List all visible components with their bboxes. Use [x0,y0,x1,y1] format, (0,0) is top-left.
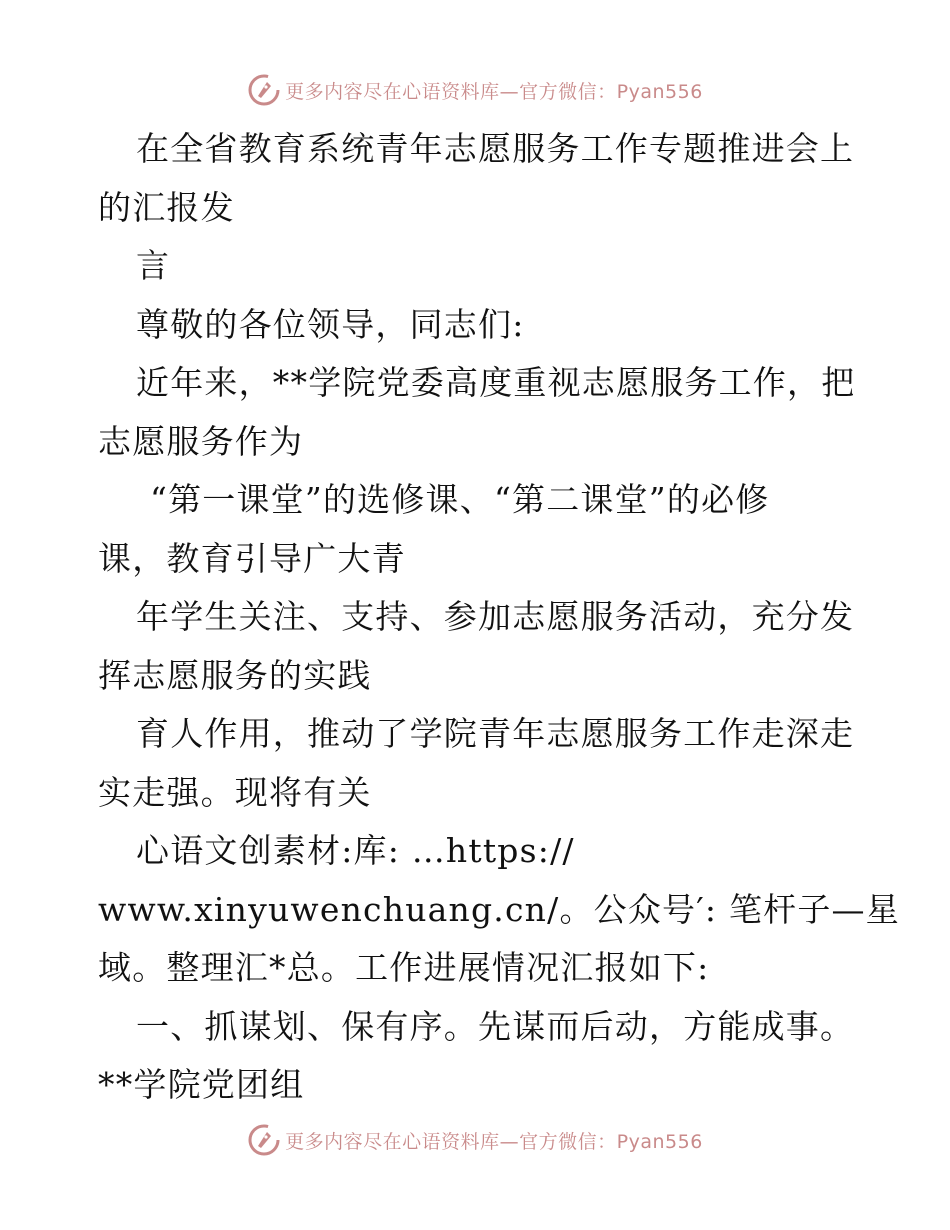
paragraph-line: 育人作用，推动了学院青年志愿服务工作走深走 [136,714,855,753]
title-line-1: 在全省教育系统青年志愿服务工作专题推进会上 [136,129,855,168]
paragraph-line: **学院党团组 [98,1065,305,1104]
title-line-3: 言 [136,246,171,285]
title-line-2: 的汇报发 [98,187,235,227]
header-banner [0,70,950,110]
header-banner-text: 更多内容尽在心语资料库—官方微信：Pyan556 [285,80,703,103]
pen-nib-logo-icon [247,73,281,107]
paragraph-line: 实走强。现将有关 [98,772,372,812]
section-heading-line: 一、抓谋划、保有序。先谋而后动，方能成事。 [136,1006,855,1046]
paragraph-line: 域。整理汇*总。工作进展情况汇报如下: [98,948,710,987]
document-body [98,120,900,1115]
footer-banner-text: 更多内容尽在心语资料库—官方微信：Pyan556 [285,1130,703,1153]
paragraph-line: 课，教育引导广大青 [98,538,406,578]
paragraph-line: 心语文创素材:库: …https:// [136,831,575,870]
paragraph-line: 志愿服务作为 [98,421,304,461]
paragraph-line: 年学生关注、支持、参加志愿服务活动，充分发 [136,597,855,636]
paragraph-line: www.xinyuwenchuang.cn/。公众号′: 笔杆子—星 [98,889,900,929]
footer-banner [0,1120,950,1160]
paragraph-line: “第一课堂”的选修课、“第二课堂”的必修 [150,480,770,519]
paragraph-line: 近年来，**学院党委高度重视志愿服务工作，把 [136,363,856,402]
salutation: 尊敬的各位领导，同志们: [136,304,525,344]
paragraph-line: 挥志愿服务的实践 [98,655,372,695]
pen-nib-logo-icon [247,1123,281,1157]
